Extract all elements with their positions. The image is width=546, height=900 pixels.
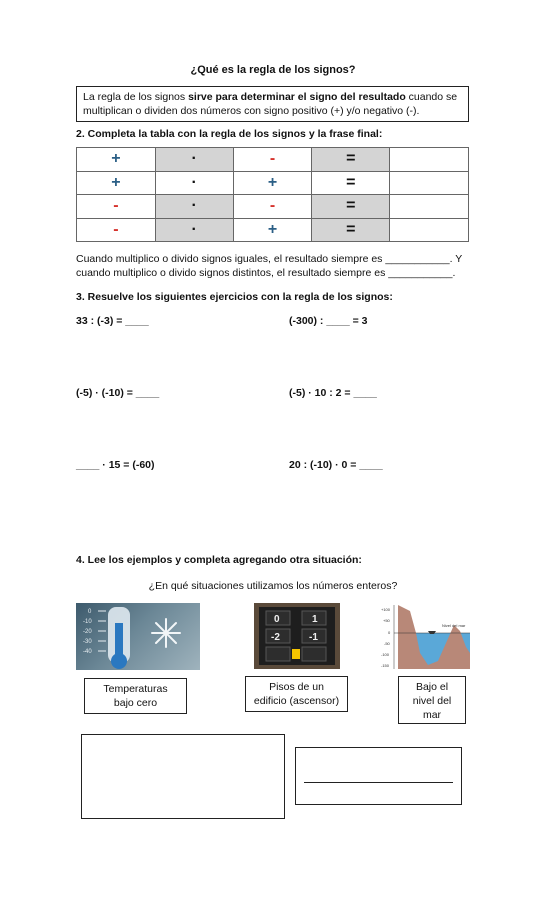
sea-tick-label: +100 [381,607,391,612]
sign-cell: + [77,148,156,172]
operator-cell: · [155,195,233,219]
label-line: Temperaturas [103,683,168,695]
label-line: nivel del [412,695,452,707]
operator-cell: · [155,171,233,195]
exercise-5: ____ · 15 = (-60) [76,459,155,471]
question-4-heading: 4. Lee los ejemplos y completa agregando otra situación: [76,554,362,566]
label-line: mar [422,709,442,721]
sign-cell: + [77,171,156,195]
definition-box [76,86,469,122]
thermo-tick-label: 0 [88,609,92,615]
exercise-2: (-300) : ____ = 3 [289,315,368,327]
result-cell[interactable] [390,148,469,172]
result-cell[interactable] [390,195,469,219]
sign-cell: - [233,195,312,219]
elevator-button-label: 1 [312,614,318,625]
thermo-tick-label: -10 [83,619,92,625]
elevator-button-label: -2 [271,632,280,643]
question-2-heading: 2. Completa la tabla con la regla de los signos y la frase final: [76,128,383,140]
elevator-image [254,603,340,669]
answer-line [304,782,453,783]
definition-text-2: cuando se multiplican o dividen dos números con signo positivo (+) y/o negativo (-). [83,91,458,117]
sea-tick-label: -100 [381,652,390,657]
final-sentence: Cuando multiplico o divido signos iguales, el resultado siempre es ___________. Y cuando multiplico o divido signos distintos, el resultado siempre es ___________. [76,253,463,279]
question-4-prompt: ¿En qué situaciones utilizamos los números enteros? [148,580,398,592]
thermo-tick-label: -20 [83,629,92,635]
new-situation-image-box[interactable] [81,734,285,819]
table-row [77,195,469,219]
example-label-sea [398,676,466,724]
definition-bold: sirve para determinar el signo del resultado [188,91,406,103]
sea-tick-label: -150 [381,663,390,668]
exercise-4: (-5) · 10 : 2 = ____ [289,387,377,399]
page-title: ¿Qué es la regla de los signos? [190,64,356,76]
exercise-1: 33 : (-3) = ____ [76,315,149,327]
exercise-6: 20 : (-10) · 0 = ____ [289,459,383,471]
table-row [77,171,469,195]
thermometer-snowflake-icon [76,603,200,670]
sea-tick-label: -50 [384,641,390,646]
sign-cell: - [77,195,156,219]
equals-cell: = [312,195,390,219]
sign-cell: - [233,148,312,172]
equals-cell: = [312,171,390,195]
elevator-button-label: 0 [274,614,280,625]
new-situation-label-box[interactable] [295,747,462,805]
result-cell[interactable] [390,218,469,242]
label-line: Bajo el [415,681,449,693]
table-row [77,148,469,172]
example-label-floors [245,676,348,712]
operator-cell: · [155,148,233,172]
label-line: bajo cero [113,697,158,709]
sea-level-label: Nivel del mar [442,623,466,628]
result-cell[interactable] [390,171,469,195]
table-row [77,218,469,242]
exercise-3: (-5) · (-10) = ____ [76,387,160,399]
thermometer-image [76,603,200,670]
question-3-heading: 3. Resuelve los siguientes ejercicios con la regla de los signos: [76,291,393,303]
thermo-tick-label: -40 [83,649,92,655]
sea-tick-label: +50 [383,618,390,623]
equals-cell: = [312,148,390,172]
signs-table [76,147,469,242]
thermo-tick-label: -30 [83,639,92,645]
equals-cell: = [312,218,390,242]
example-label-temperatures [84,678,187,714]
sign-cell: + [233,218,312,242]
elevator-button-label: -1 [309,632,318,643]
sea-level-image [380,603,470,669]
sea-level-diagram-icon [380,603,470,669]
label-line: edificio (ascensor) [253,695,340,707]
sea-tick-label: 0 [388,630,391,635]
sign-cell: + [233,171,312,195]
sign-cell: - [77,218,156,242]
elevator-buttons-icon [254,603,340,669]
definition-text-1: La regla de los signos [83,91,189,103]
operator-cell: · [155,218,233,242]
label-line: Pisos de un [269,681,324,693]
